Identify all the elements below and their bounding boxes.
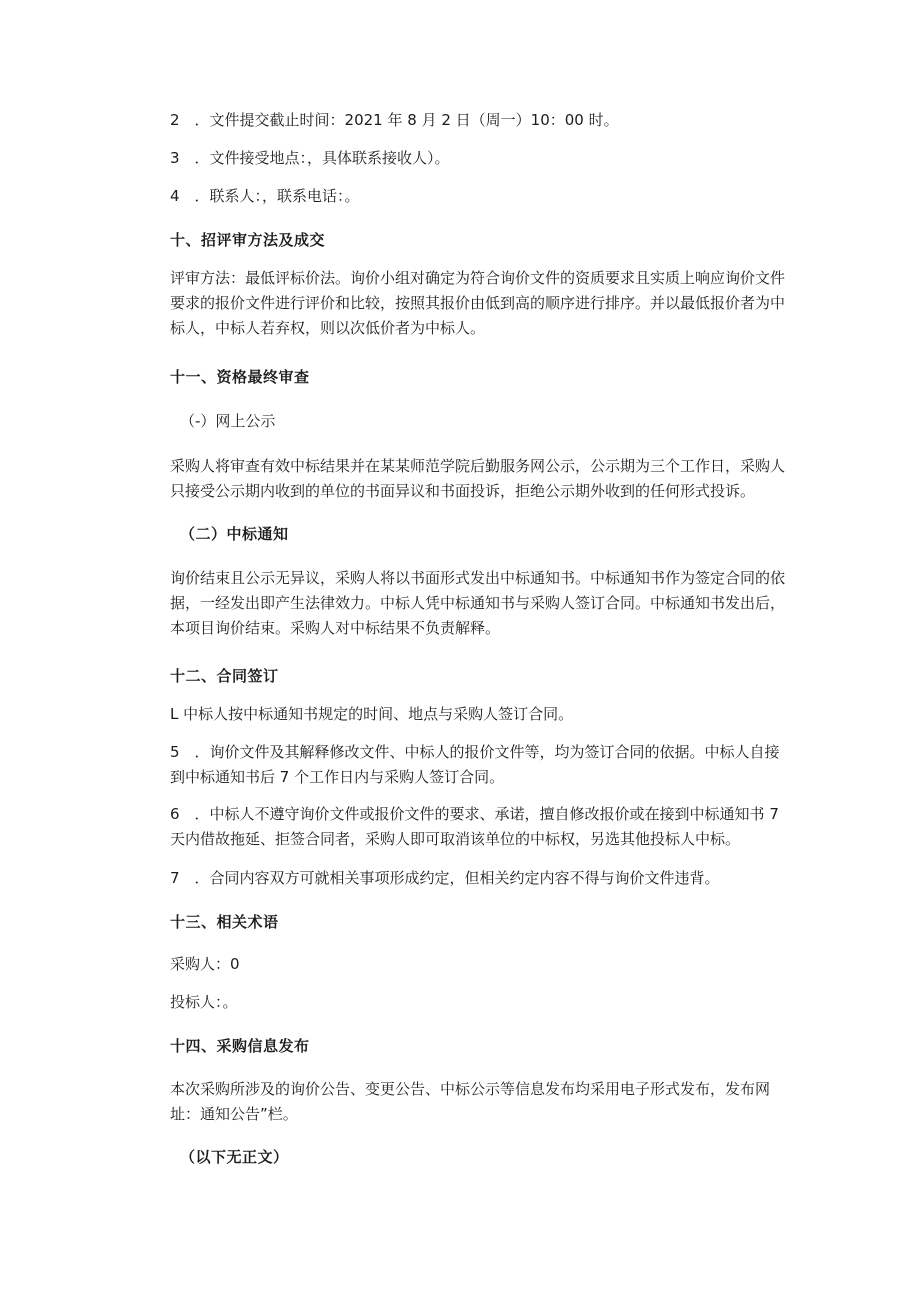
end-note: （以下无正文）	[180, 1148, 289, 1166]
item-location: 3 ．文件接受地点：，具体联系接收人）。	[170, 149, 450, 167]
paragraph: 询价结束且公示无异议，采购人将以书面形式发出中标通知书。中标通知书作为签定合同的依据，一经发出即产生法律效力。中标人凭中标通知书与采购人签订合同。中标通知书发出后，本项目询价结束。采购人对中标结果不负责解释。	[170, 569, 786, 637]
section-heading: 十、招评审方法及成交	[170, 231, 326, 249]
term-line: 投标人：。	[170, 993, 238, 1011]
paragraph: 采购人将审查有效中标结果并在某某师范学院后勤服务网公示，公示期为三个工作日，采购人只接受公示期内收到的单位的书面异议和书面投诉，拒绝公示期外收到的任何形式投诉。	[170, 457, 786, 500]
item-deadline: 2 ．文件提交截止时间：2021 年 8 月 2 日（周一）10：00 时。	[170, 111, 619, 129]
list-item: 6 ．中标人不遵守询价文件或报价文件的要求、承诺，擅自修改报价或在接到中标通知书 7 天内借故拖延、拒签合同者，采购人即可取消该单位的中标权，另选其他投标人中标。	[170, 805, 779, 848]
paragraph: 本次采购所涉及的询价公告、变更公告、中标公示等信息发布均采用电子形式发布，发布网址：通知公告”栏。	[170, 1080, 771, 1123]
section-heading: 十一、资格最终审查	[170, 368, 310, 386]
section-heading: 十二、合同签订	[170, 667, 279, 685]
item-contact: 4 ．联系人：，联系电话：。	[170, 187, 360, 205]
subsection-heading: （-）网上公示	[180, 412, 276, 430]
section-heading: 十四、采购信息发布	[170, 1037, 310, 1055]
paragraph: 评审方法：最低评标价法。询价小组对确定为符合询价文件的资质要求且实质上响应询价文件要求的报价文件进行评价和比较，按照其报价由低到高的顺序进行排序。并以最低报价者为中标人，中标人若弃权，则以次低价者为中标人。	[170, 269, 786, 337]
term-line: 采购人：0	[170, 955, 240, 973]
list-item: L 中标人按中标通知书规定的时间、地点与采购人签订合同。	[170, 705, 574, 723]
list-item: 5 ．询价文件及其解释修改文件、中标人的报价文件等，均为签订合同的依据。中标人自接到中标通知书后 7 个工作日内与采购人签订合同。	[170, 743, 780, 786]
subsection-heading: （二）中标通知	[180, 525, 289, 543]
list-item: 7 ．合同内容双方可就相关事项形成约定，但相关约定内容不得与询价文件违背。	[170, 869, 720, 887]
section-heading: 十三、相关术语	[170, 913, 279, 931]
